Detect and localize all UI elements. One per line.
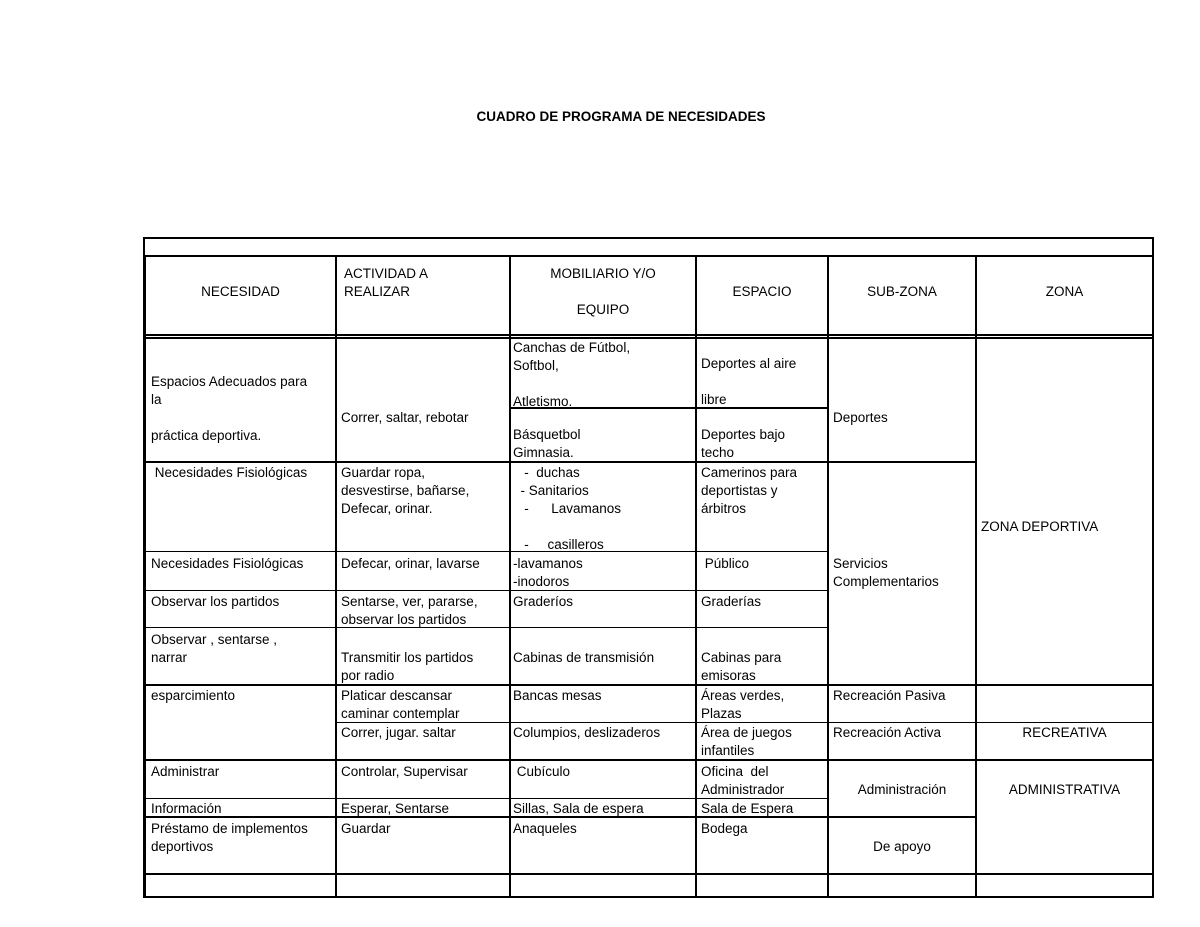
cell-mobiliario-columpios: Columpios, deslizaderos	[513, 725, 661, 740]
cell-necesidad-informacion: Información	[151, 801, 222, 816]
cell-necesidad-espacios: Espacios Adecuados para la práctica deportiva.	[151, 374, 308, 443]
cell-necesidad-prestamo: Préstamo de implementos deportivos	[151, 821, 308, 854]
cell-necesidad-esparcimiento: esparcimiento	[151, 688, 236, 703]
table-line	[143, 334, 1154, 336]
header-subzona: SUB-ZONA	[867, 284, 937, 299]
cell-espacio-emisoras: Cabinas para emisoras	[701, 650, 782, 683]
table-line	[143, 255, 146, 898]
cell-espacio-areas-verdes: Áreas verdes, Plazas	[701, 688, 785, 721]
cell-subzona-administracion: Administración	[857, 782, 947, 797]
table-line	[975, 255, 977, 898]
header-espacio: ESPACIO	[732, 284, 792, 299]
cell-actividad-guardar: Guardar	[341, 821, 391, 836]
cell-actividad-defecar: Defecar, orinar, lavarse	[341, 556, 480, 571]
cell-actividad-sentarse: Sentarse, ver, pararse, observar los partidos	[341, 594, 478, 627]
table-line	[827, 255, 829, 898]
cell-actividad-platicar: Platicar descansar caminar contemplar	[341, 688, 460, 721]
cell-zona-recreativa: RECREATIVA	[1022, 725, 1107, 740]
cell-espacio-bajo-techo: Deportes bajo techo	[701, 427, 786, 460]
table-line	[143, 873, 1154, 875]
header-necesidad: NECESIDAD	[201, 284, 280, 299]
cell-actividad-esperar: Esperar, Sentarse	[341, 801, 450, 816]
table-line	[695, 255, 697, 898]
cell-subzona-recreacion-pasiva: Recreación Pasiva	[833, 688, 946, 703]
table-line	[143, 627, 828, 628]
cell-subzona-apoyo: De apoyo	[873, 839, 931, 854]
cell-espacio-graderias: Graderías	[701, 594, 762, 609]
cell-mobiliario-bancas: Bancas mesas	[513, 688, 602, 703]
cell-subzona-servicios: Servicios Complementarios	[833, 556, 939, 589]
cell-mobiliario-anaqueles: Anaqueles	[513, 821, 577, 836]
cell-espacio-juegos-infantiles: Área de juegos infantiles	[701, 725, 792, 758]
header-mobiliario: MOBILIARIO Y/O	[550, 266, 656, 281]
cell-mobiliario-duchas: - duchas - Sanitarios - Lavamanos - casilleros	[520, 465, 622, 552]
cell-mobiliario-cubiculo: Cubículo	[513, 764, 571, 779]
cell-mobiliario-lavamanos: -lavamanos -inodoros	[513, 556, 583, 589]
cell-espacio-sala-espera: Sala de Espera	[701, 801, 794, 816]
page-title: CUADRO DE PROGRAMA DE NECESIDADES	[476, 109, 766, 124]
header-actividad: ACTIVIDAD A REALIZAR	[344, 266, 429, 299]
cell-actividad-transmitir: Transmitir los partidos por radio	[341, 650, 474, 683]
cell-subzona-deportes: Deportes	[833, 410, 888, 425]
cell-actividad-correr: Correr, saltar, rebotar	[341, 410, 469, 425]
table-line	[143, 759, 1154, 761]
table-line	[335, 255, 337, 898]
cell-necesidad-fisiologicas-2: Necesidades Fisiológicas	[151, 556, 304, 571]
cell-espacio-aire-libre: Deportes al aire libre	[701, 356, 797, 407]
cell-mobiliario-sillas: Sillas, Sala de espera	[513, 801, 644, 816]
cell-mobiliario-canchas: Canchas de Fútbol, Softbol, Atletismo.	[513, 340, 631, 409]
cell-necesidad-administrar: Administrar	[151, 764, 220, 779]
table-line	[143, 337, 1154, 339]
cell-mobiliario-basquetbol: Básquetbol Gimnasia.	[513, 427, 581, 460]
cell-zona-administrativa: ADMINISTRATIVA	[1008, 782, 1121, 797]
header-equipo: EQUIPO	[576, 302, 630, 317]
cell-espacio-oficina: Oficina del Administrador	[701, 764, 785, 797]
table-line	[143, 255, 1154, 257]
table-line	[143, 590, 828, 591]
cell-mobiliario-graderios: Graderíos	[513, 594, 574, 609]
cell-actividad-controlar: Controlar, Supervisar	[341, 764, 468, 779]
header-zona: ZONA	[1045, 284, 1084, 299]
cell-necesidad-fisiologicas-1: Necesidades Fisiológicas	[151, 465, 308, 480]
table-line	[143, 684, 1154, 686]
cell-espacio-bodega: Bodega	[701, 821, 748, 836]
table-line	[143, 551, 828, 552]
cell-mobiliario-cabinas: Cabinas de transmisión	[513, 650, 655, 665]
cell-zona-deportiva: ZONA DEPORTIVA	[981, 519, 1099, 534]
cell-necesidad-observar: Observar los partidos	[151, 594, 280, 609]
cell-necesidad-narrar: Observar , sentarse , narrar	[151, 632, 278, 665]
cell-actividad-jugar: Correr, jugar. saltar	[341, 725, 456, 740]
cell-subzona-recreacion-activa: Recreación Activa	[833, 725, 942, 740]
cell-espacio-publico: Público	[701, 556, 750, 571]
table-line	[509, 255, 511, 898]
cell-actividad-guardar-ropa: Guardar ropa, desvestirse, bañarse, Defecar, orinar.	[341, 465, 470, 516]
cell-espacio-camerinos: Camerinos para deportistas y árbitros	[701, 465, 798, 516]
